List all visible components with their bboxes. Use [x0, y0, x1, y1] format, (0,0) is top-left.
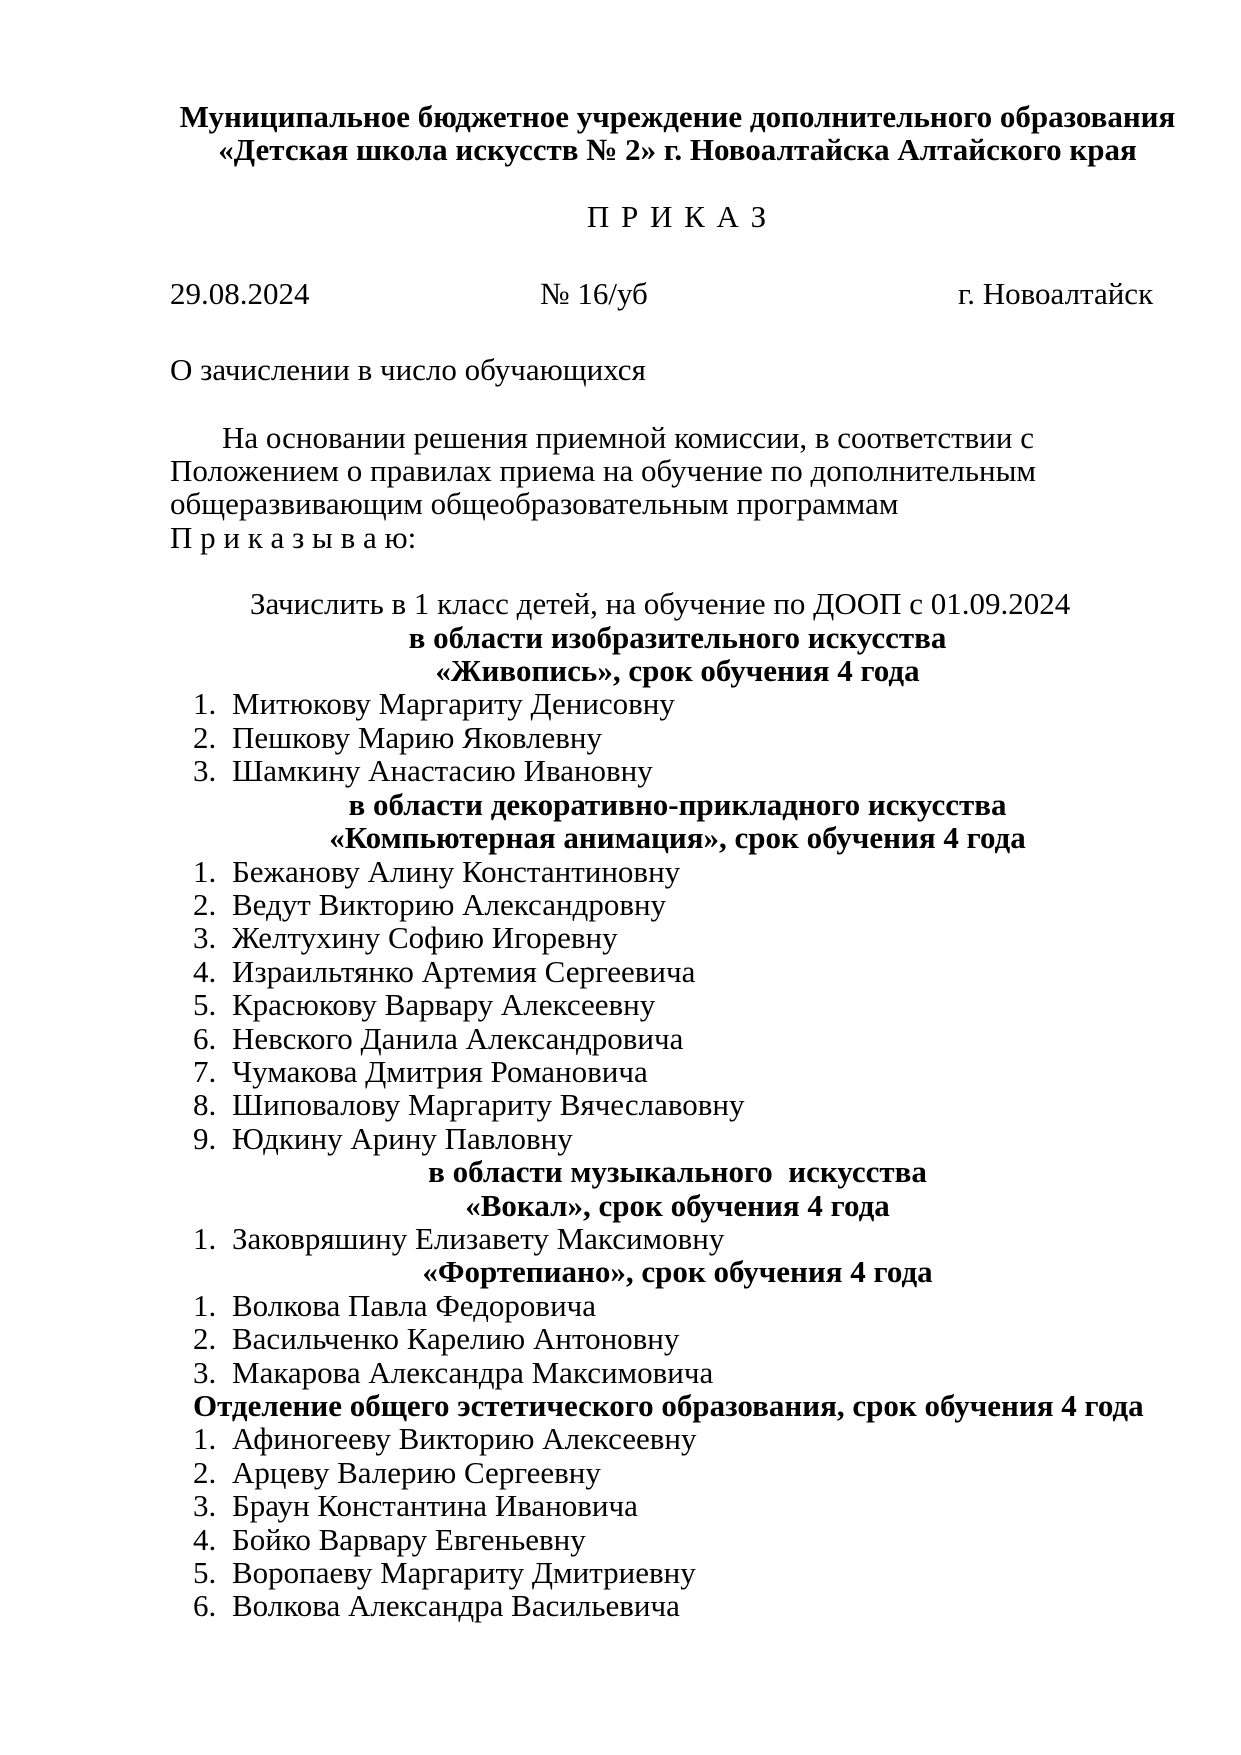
- student-name: Желтухину Софию Игоревну: [232, 920, 618, 956]
- student-number: 1.: [193, 1220, 217, 1256]
- student-name: Шамкину Анастасию Ивановну: [232, 753, 653, 789]
- order-directive: Зачислить в 1 класс детей, на обучение по ДООП с 01.09.2024: [250, 586, 1071, 622]
- student-item: [170, 1322, 1185, 1355]
- student-item: [170, 1523, 1185, 1556]
- student-name: Израильтянко Артемия Сергеевича: [232, 953, 696, 989]
- student-number: 1.: [193, 853, 217, 889]
- student-name: Бойко Варвару Евгеньевну: [232, 1521, 586, 1557]
- order-subject: О зачислении в число обучающихся: [170, 352, 646, 388]
- student-item: [170, 1489, 1185, 1522]
- org-name-line1: Муниципальное бюджетное учреждение дополнительного образования: [179, 99, 1176, 134]
- section-heading: в области декоративно-прикладного искусства: [348, 786, 1007, 822]
- section-heading: в области музыкального искусства: [428, 1154, 927, 1190]
- section-heading: Отделение общего эстетического образования, срок обучения 4 года: [193, 1388, 1144, 1423]
- order-title: П Р И К А З: [586, 198, 769, 234]
- student-number: 2.: [193, 1454, 217, 1490]
- student-item: [170, 1055, 1185, 1088]
- student-item: [170, 754, 1185, 787]
- date-row: [170, 277, 1185, 311]
- student-number: 6.: [193, 1020, 217, 1056]
- student-number: 3.: [193, 1488, 217, 1524]
- preamble: [170, 421, 1185, 555]
- student-item: [170, 1088, 1185, 1121]
- student-number: 3.: [193, 920, 217, 956]
- preamble-line: На основании решения приемной комиссии, в соответствии с: [222, 419, 1034, 455]
- student-item: [170, 1289, 1185, 1322]
- student-name: Пешкову Марию Яковлевну: [232, 719, 603, 755]
- student-name: Воропаеву Маргариту Дмитриевну: [232, 1555, 696, 1591]
- student-number: 5.: [193, 987, 217, 1023]
- section-heading: «Фортепиано», срок обучения 4 года: [422, 1254, 933, 1290]
- student-item: [170, 1456, 1185, 1489]
- student-item: [170, 687, 1185, 720]
- student-number: 1.: [193, 1287, 217, 1323]
- student-item: [170, 721, 1185, 754]
- student-item: [170, 1222, 1185, 1255]
- student-item: [170, 1556, 1185, 1589]
- student-number: 5.: [193, 1555, 217, 1591]
- student-name: Невского Данила Александровича: [232, 1020, 684, 1056]
- student-name: Макарова Александра Максимовича: [232, 1354, 714, 1390]
- sections: [170, 621, 1185, 1623]
- student-name: Ведут Викторию Александровну: [232, 886, 667, 922]
- preamble-resolution-word: П р и к а з ы в а ю:: [170, 519, 417, 555]
- student-item: [170, 1589, 1185, 1622]
- order-date: 29.08.2024: [170, 276, 310, 312]
- student-item: [170, 1122, 1185, 1155]
- blank-line: [170, 167, 1185, 200]
- student-number: 1.: [193, 1421, 217, 1457]
- student-name: Васильченко Карелию Антоновну: [232, 1321, 680, 1357]
- student-item: [170, 988, 1185, 1021]
- student-number: 4.: [193, 953, 217, 989]
- student-number: 2.: [193, 1321, 217, 1357]
- student-item: [170, 955, 1185, 988]
- student-number: 1.: [193, 686, 217, 722]
- student-item: [170, 855, 1185, 888]
- student-number: 3.: [193, 753, 217, 789]
- student-item: [170, 888, 1185, 921]
- student-number: 2.: [193, 886, 217, 922]
- preamble-line: общеразвивающим общеобразовательным программам: [170, 486, 899, 522]
- student-name: Шиповалову Маргариту Вячеславовну: [232, 1087, 745, 1123]
- student-number: 2.: [193, 719, 217, 755]
- student-number: 8.: [193, 1087, 217, 1123]
- student-item: [170, 1022, 1185, 1055]
- student-name: Юдкину Арину Павловну: [232, 1120, 573, 1156]
- student-name: Афиногееву Викторию Алексеевну: [232, 1421, 697, 1457]
- section-heading: «Компьютерная анимация», срок обучения 4 года: [329, 820, 1026, 856]
- section-heading: «Вокал», срок обучения 4 года: [465, 1187, 890, 1223]
- student-item: [170, 1422, 1185, 1455]
- order-number: № 16/уб: [540, 276, 648, 312]
- student-name: Красюкову Варвару Алексеевну: [232, 987, 656, 1023]
- order-city: г. Новоалтайск: [958, 276, 1154, 312]
- section-heading: «Живопись», срок обучения 4 года: [435, 653, 920, 689]
- student-name: Волкова Павла Федоровича: [232, 1287, 597, 1323]
- student-number: 9.: [193, 1120, 217, 1156]
- student-number: 7.: [193, 1053, 217, 1089]
- student-item: [170, 921, 1185, 954]
- student-name: Браун Константина Ивановича: [232, 1488, 638, 1524]
- student-name: Волкова Александра Васильевича: [232, 1588, 680, 1624]
- preamble-line: Положением о правилах приема на обучение по дополнительным: [170, 453, 1037, 489]
- student-item: [170, 1356, 1185, 1389]
- student-number: 3.: [193, 1354, 217, 1390]
- org-name-line2: «Детская школа искусств № 2» г. Новоалтайска Алтайского края: [218, 132, 1137, 168]
- student-number: 6.: [193, 1588, 217, 1624]
- student-name: Митюкову Маргариту Денисовну: [232, 686, 675, 722]
- student-name: Арцеву Валерию Сергеевну: [232, 1454, 601, 1490]
- section-heading: в области изобразительного искусства: [408, 619, 947, 655]
- student-name: Бежанову Алину Константиновну: [232, 853, 681, 889]
- student-number: 4.: [193, 1521, 217, 1557]
- student-name: Заковряшину Елизавету Максимовну: [232, 1220, 725, 1256]
- student-name: Чумакова Дмитрия Романовича: [232, 1053, 648, 1089]
